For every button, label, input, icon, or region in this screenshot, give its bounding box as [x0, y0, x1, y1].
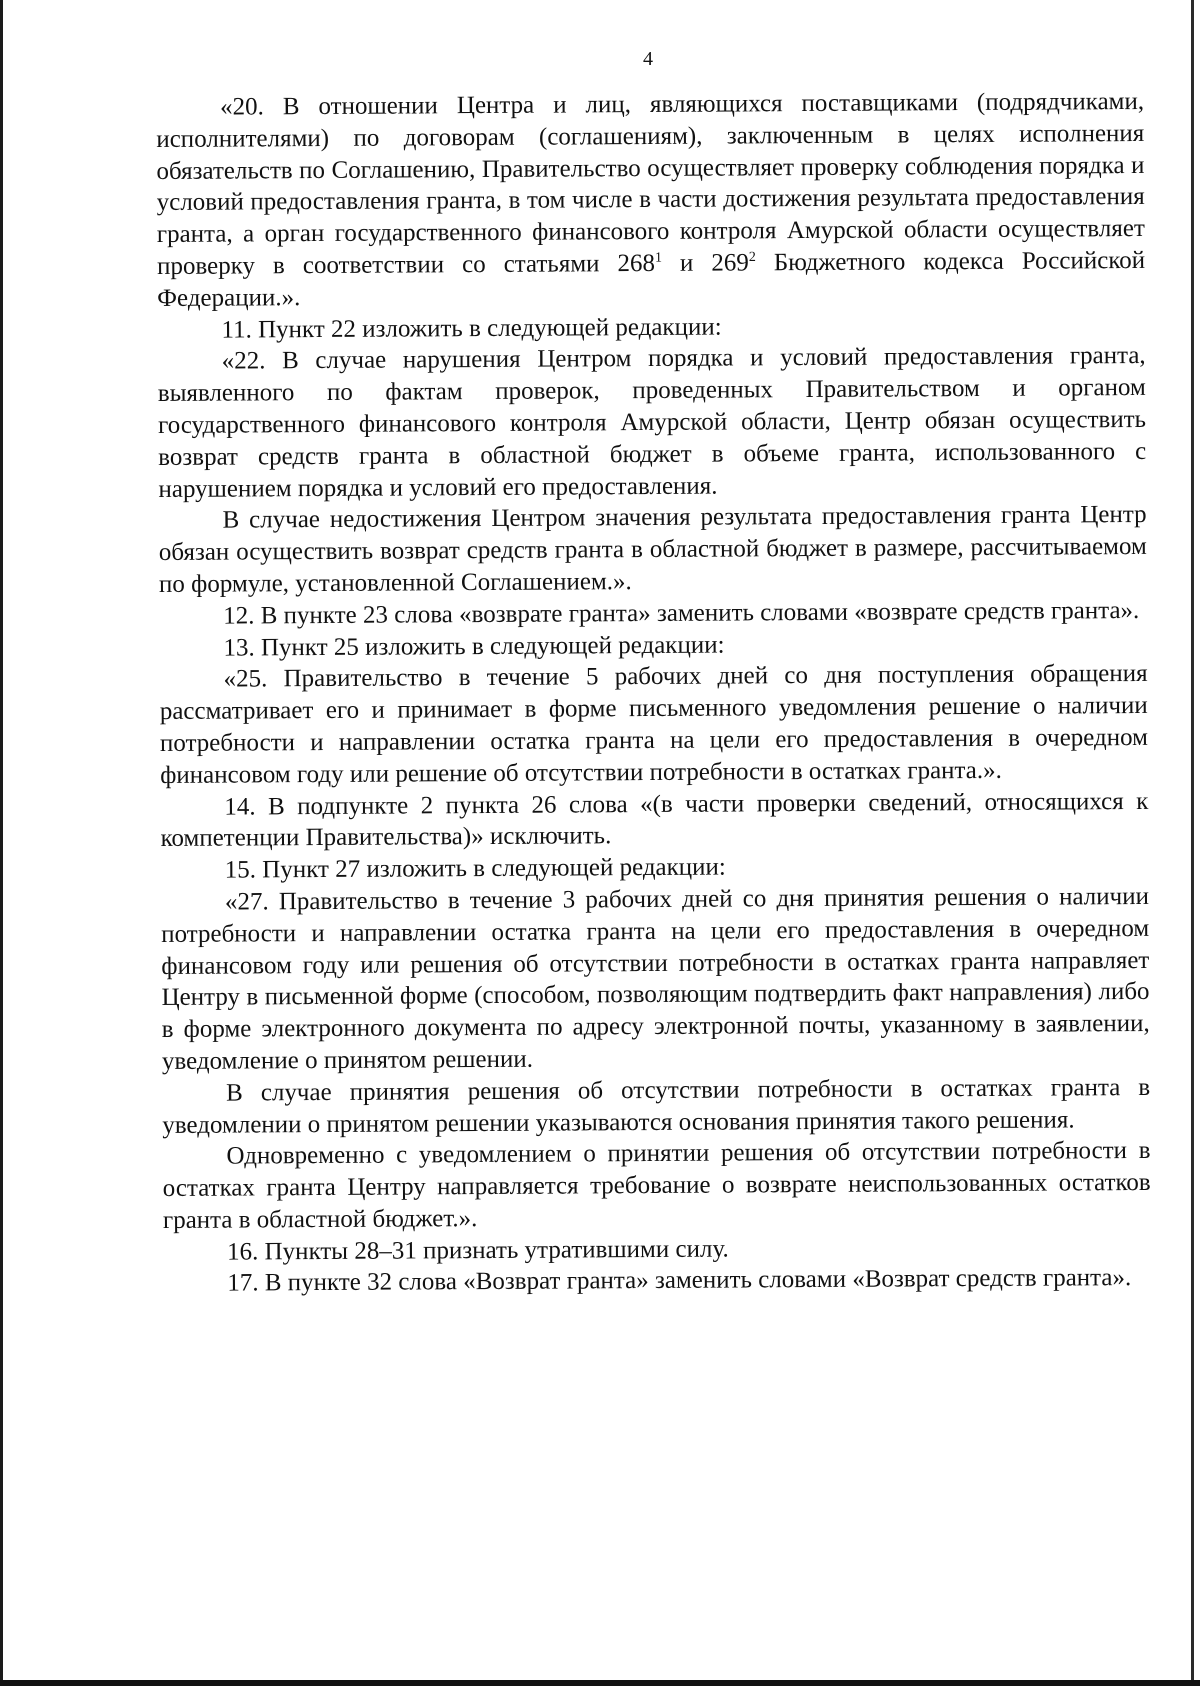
scan-edge-right	[1191, 0, 1194, 1686]
item-14: 14. В подпункте 2 пункта 26 слова «(в части проверки сведений, относящихся к компетенции Правительства)» исключить.	[160, 787, 1149, 853]
item-13: 13. Пункт 25 изложить в следующей редакции:	[223, 631, 725, 662]
scan-edge-left	[0, 0, 3, 1686]
paragraph-20-text-b: и 269	[661, 249, 749, 277]
superscript-2: 2	[748, 249, 756, 266]
paragraph-27-continued-1: В случае принятия решения об отсутствии потребности в остатках гранта в уведомлении о принятом решении указываются основания принятия такого решения.	[162, 1073, 1151, 1139]
item-16: 16. Пункты 28–31 признать утратившими силу.	[227, 1235, 729, 1266]
paragraph-27: «27. Правительство в течение 3 рабочих дней со дня принятия решения о наличии потребности и направлении остатка гранта на цели его предоставления в очередном финансовом году или решения об отсутствии потребности в остатках гранта направляет Центру в письменной форме (способом, позволяющим подтвердить факт направления) либо в форме электронного документа по адресу электронной почты, указанному в заявлении, уведомление о принятом решении.	[161, 882, 1150, 1075]
page-number: 4	[643, 48, 653, 70]
item-11: 11. Пункт 22 изложить в следующей редакции:	[221, 313, 722, 344]
scan-edge-bottom	[0, 1680, 1200, 1686]
item-17: 17. В пункте 32 слова «Возврат гранта» заменить словами «Возврат средств гранта».	[227, 1264, 1132, 1298]
paragraph-20-text-c: Бюджетного кодекса Российской Федерации.».	[157, 246, 1146, 312]
paragraph-20	[156, 86, 1145, 315]
paragraph-25: «25. Правительство в течение 5 рабочих дней со дня поступления обращения рассматривает его и принимает в форме письменного уведомления решение о наличии потребности и направлении остатка гранта на цели его предоставления в очередном финансовом году или решение об отсутствии потребности в остатках гранта.».	[159, 660, 1149, 789]
superscript-1: 1	[654, 250, 662, 266]
document-body	[156, 86, 1151, 1300]
paragraph-22-continued: В случае недостижения Центром значения результата предоставления гранта Центр обязан осуществить возврат средств гранта в областной бюджет в размере, рассчитываемом по формуле, установленной Соглашением.».	[158, 501, 1147, 598]
item-15: 15. Пункт 27 изложить в следующей редакции:	[224, 853, 726, 884]
paragraph-22: «22. В случае нарушения Центром порядка и условий предоставления гранта, выявленного по фактам проверок, проведенных Правительством и органом государственного финансового контроля Амурской области, Центр обязан осуществить возврат средств гранта в областной бюджет в объеме гранта, использованного с нарушением порядка и условий его предоставления.	[157, 342, 1147, 503]
paragraph-27-continued-2: Одновременно с уведомлением о принятии решения об отсутствии потребности в остатках гранта Центру направляется требование о возврате неиспользованных остатков гранта в областной бюджет.».	[162, 1137, 1151, 1234]
paragraph-20-text-a: «20. В отношении Центра и лиц, являющихся поставщиками (подрядчиками, исполнителями) по договорам (соглашениям), заключенным в целях исполнения обязательств по Соглашению, Правительство осуществляет проверку соблюдения порядка и условий предоставления гранта, в том числе в части достижения результата предоставления гранта, а орган государственного финансового контроля Амурской области осуществляет проверку в соответствии со статьями 268	[156, 87, 1145, 280]
item-12: 12. В пункте 23 слова «возврате гранта» заменить словами «возврате средств гранта».	[223, 596, 1140, 630]
